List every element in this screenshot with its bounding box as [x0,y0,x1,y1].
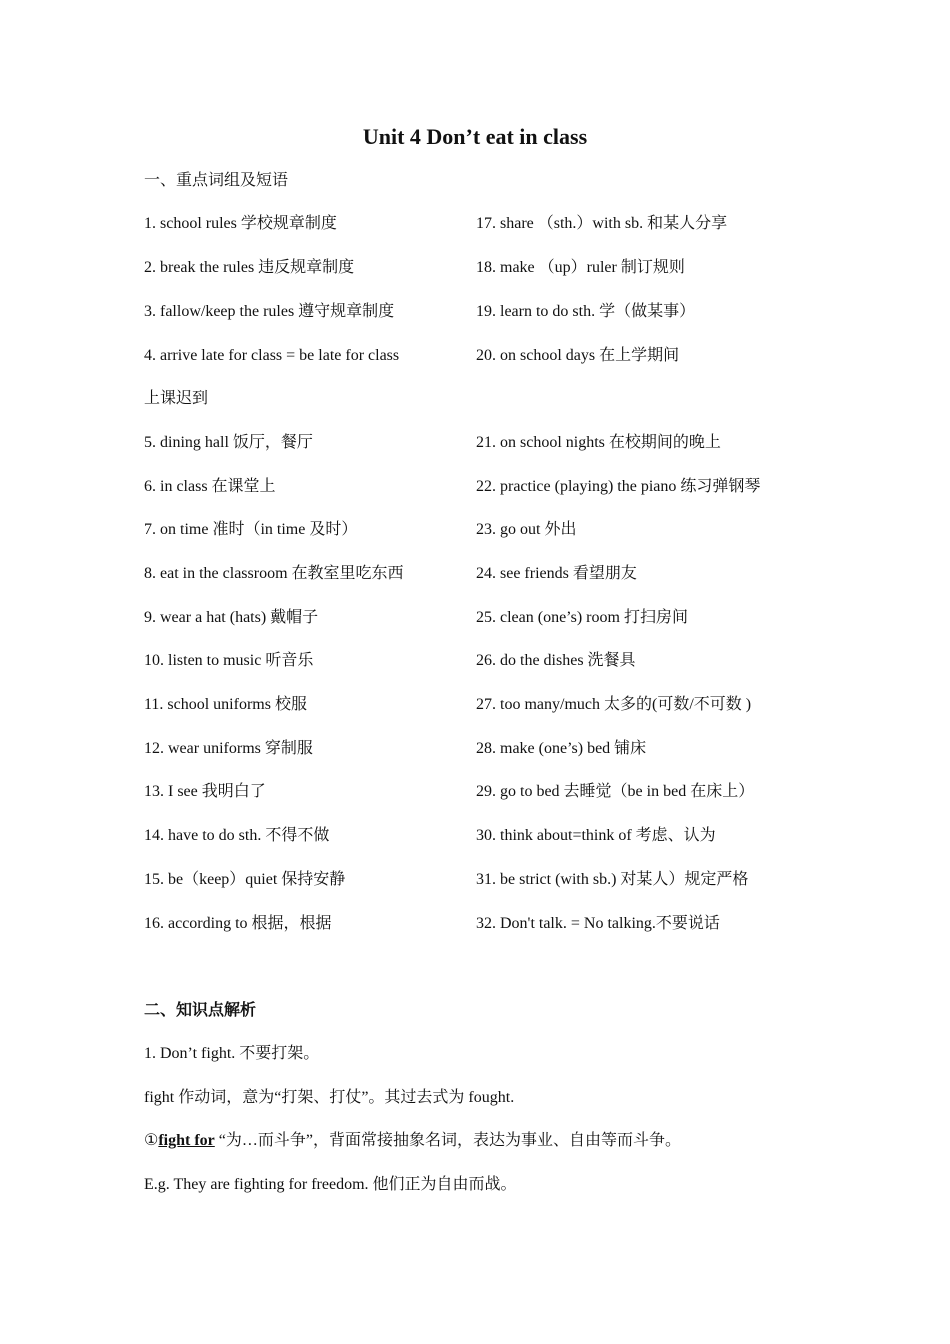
vocab-row [144,345,824,367]
vocab-item: 上课迟到 [144,390,209,407]
section-heading-vocabulary: 一、重点词组及短语 [144,172,289,189]
vocab-item: 24. see friends 看望朋友 [476,565,637,582]
vocab-item: 11. school uniforms 校服 [144,696,307,713]
vocab-row [144,213,824,235]
vocab-item: 1. school rules 学校规章制度 [144,215,337,232]
vocab-item: 2. break the rules 违反规章制度 [144,259,355,276]
vocab-item: 28. make (one’s) bed 铺床 [476,740,647,757]
document-title: Unit 4 Don’t eat in class [362,124,588,149]
vocab-item: 23. go out 外出 [476,521,577,538]
vocab-item: 16. according to 根据，根据 [144,915,332,932]
vocab-item: 26. do the dishes 洗餐具 [476,652,636,669]
vocab-item: 15. be（keep）quiet 保持安静 [144,871,346,888]
vocab-item: 12. wear uniforms 穿制服 [144,740,313,757]
vocab-row [144,650,824,672]
vocab-item: 8. eat in the classroom 在教室里吃东西 [144,565,404,582]
usage-meaning: “为…而斗争”，背面常接抽象名词，表达为事业、自由等而斗争。 [214,1132,681,1149]
vocab-item: 18. make （up）ruler 制订规则 [476,259,685,276]
usage-note [144,1130,681,1152]
vocab-item: 17. share （sth.）with sb. 和某人分享 [476,215,728,232]
vocab-row [144,913,824,935]
vocab-row [144,825,824,847]
vocab-row [144,301,824,323]
vocab-item: 21. on school nights 在校期间的晚上 [476,434,721,451]
vocab-row [144,563,824,585]
vocab-item: 25. clean (one’s) room 打扫房间 [476,609,688,626]
vocab-item: 29. go to bed 去睡觉（be in bed 在床上） [476,783,755,800]
vocab-item: 9. wear a hat (hats) 戴帽子 [144,609,319,626]
vocab-row [144,607,824,629]
vocab-item: 32. Don't talk. = No talking.不要说话 [476,915,720,932]
vocab-item: 20. on school days 在上学期间 [476,347,680,364]
vocab-row [144,432,824,454]
vocab-item: 22. practice (playing) the piano 练习弹钢琴 [476,478,761,495]
vocab-item: 31. be strict (with sb.) 对某人）规定严格 [476,871,749,888]
vocab-item: 13. I see 我明白了 [144,783,266,800]
knowledge-point-title: 1. Don’t fight. 不要打架。 [144,1045,320,1062]
usage-marker: ① [144,1132,159,1149]
vocab-item: 6. in class 在课堂上 [144,478,276,495]
vocab-item: 5. dining hall 饭厅，餐厅 [144,434,313,451]
vocab-item: 19. learn to do sth. 学（做某事） [476,303,696,320]
vocab-row [144,869,824,891]
usage-term: fight for [158,1132,215,1149]
vocab-item: 4. arrive late for class = be late for class [144,347,400,364]
vocab-row [144,781,824,803]
vocab-row [144,476,824,498]
vocab-item: 30. think about=think of 考虑、认为 [476,827,716,844]
section-heading-knowledge-points: 二、知识点解析 [144,1002,257,1019]
vocab-row [144,257,824,279]
vocab-row [144,519,824,541]
vocab-row [144,738,824,760]
example-sentence: E.g. They are fighting for freedom. 他们正为自由而战。 [144,1176,517,1193]
vocab-item: 14. have to do sth. 不得不做 [144,827,330,844]
vocab-item: 27. too many/much 太多的(可数/不可数 ) [476,696,752,713]
vocab-row [144,388,824,410]
vocab-item: 3. fallow/keep the rules 遵守规章制度 [144,303,395,320]
knowledge-point-explanation: fight 作动词，意为“打架、打仗”。其过去式为 fought. [144,1089,515,1106]
vocab-row [144,694,824,716]
vocab-item: 7. on time 准时（in time 及时） [144,521,358,538]
vocab-item: 10. listen to music 听音乐 [144,652,314,669]
